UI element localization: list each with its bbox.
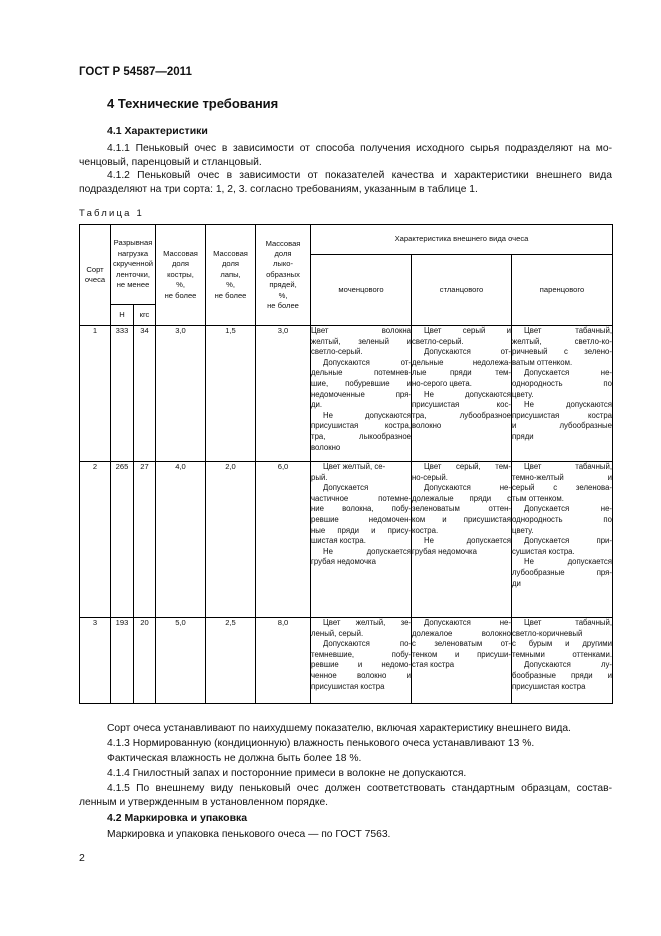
requirements-table (79, 224, 613, 704)
subsection-title: 4.1 Характеристики (107, 125, 208, 137)
header-dew-retted: стланцового (412, 255, 512, 326)
cell-fibers: 8,0 (256, 618, 311, 704)
cell-grade: 2 (80, 462, 111, 618)
cell-dew: Допускаются не- долежалое волокно с зеленоватым от- тенком и присуши- стая костра (412, 618, 512, 704)
cell-n: 193 (111, 618, 134, 704)
cell-bonfire: 5,0 (156, 618, 206, 704)
cell-dew: Цвет серый и светло-серый. Допускаются от- дельные недолежа- лые пряди тем- но-серого цвета. Не допускаются присушистая кос- тра, лубообразное волокно (412, 326, 512, 462)
cell-pieces: 2,0 (206, 462, 256, 618)
paragraph-4-1-5: 4.1.5 По внешнему виду пеньковый очес должен соответствовать стандартным образцам, состав- ленным и утвержденным в установленном порядке. (79, 783, 612, 808)
header-pieces-share: Массовая доля лапы, %, не более (206, 225, 256, 326)
table-row (80, 618, 613, 704)
header-load-newton: Н (111, 305, 134, 326)
cell-kgs: 20 (134, 618, 156, 704)
cell-n: 333 (111, 326, 134, 462)
subsection-title-4-2: 4.2 Маркировка и упаковка (107, 812, 248, 824)
cell-fibers: 6,0 (256, 462, 311, 618)
table-caption: Таблица 1 (79, 208, 144, 219)
header-grade: Сорт очеса (80, 225, 111, 326)
cell-steamed: Цвет табачный, светло-коричневый с бурым и другими темными оттенками. Допускаются лу- бообразные пряди и присушистая костра (512, 618, 613, 704)
page-number: 2 (79, 852, 85, 864)
header-retted: моченцового (311, 255, 412, 326)
document-id: ГОСТ Р 54587—2011 (79, 66, 192, 78)
header-appearance: Характеристика внешнего вида очеса (311, 225, 613, 255)
cell-kgs: 34 (134, 326, 156, 462)
cell-steamed: Цвет табачный, темно-желтый и серый с зеленова- тым оттенком. Допускается не- однородность по цвету. Допускается при- сушистая костра. Не допускается лубообразные пря- ди (512, 462, 613, 618)
cell-steamed: Цвет табачный, желтый, светло-ко- ричневый с зелено- ватым оттенком. Допускается не- однородность по цвету. Не допускаются присушистая костра и лубообразные пряди (512, 326, 613, 462)
cell-grade: 3 (80, 618, 111, 704)
cell-bonfire: 3,0 (156, 326, 206, 462)
cell-kgs: 27 (134, 462, 156, 618)
paragraph-grade-rule: Сорт очеса устанавливают по наихудшему показателю, включая характеристику внешнего вида. (107, 723, 571, 734)
cell-bonfire: 4,0 (156, 462, 206, 618)
cell-pieces: 2,5 (206, 618, 256, 704)
paragraph-moisture: Фактическая влажность не должна быть более 18 %. (107, 753, 362, 764)
header-bast-fibers-share: Массовая доля лыко- образных прядей, %, не более (256, 225, 311, 326)
paragraph-4-1-2: 4.1.2 Пеньковый очес в зависимости от показателей качества и характеристики внешнего вида подразделяют на три сорта: 1, 2, 3. согласно требованиям, указанным в таблице 1. (79, 170, 612, 195)
paragraph-4-2: Маркировка и упаковка пенькового очеса — по ГОСТ 7563. (107, 829, 391, 840)
section-title: 4 Технические требования (107, 96, 279, 111)
paragraph-4-1-3: 4.1.3 Нормированную (кондиционную) влажность пенькового очеса устанавливают 13 %. (107, 738, 535, 749)
cell-grade: 1 (80, 326, 111, 462)
table-row (80, 462, 613, 618)
header-load-kgf: кгс (134, 305, 156, 326)
table-row (80, 326, 613, 462)
cell-fibers: 3,0 (256, 326, 311, 462)
cell-dew: Цвет серый, тем- но-серый. Допускаются не- долежалые пряди с зеленоватым оттен- ком и присушистая костра. Не допускается грубая недомочка (412, 462, 512, 618)
cell-n: 265 (111, 462, 134, 618)
cell-retted: Цвет желтый, се- рый. Допускается частичное потемне- ние волокна, побу- ревшие недомочен- ные пряди и прису- шистая костра. Не допускается грубая недомочка (311, 462, 412, 618)
paragraph-4-1-4: 4.1.4 Гнилостный запах и посторонние примеси в волокне не допускаются. (107, 768, 467, 779)
header-steamed: паренцового (512, 255, 613, 326)
cell-pieces: 1,5 (206, 326, 256, 462)
paragraph-4-1-1: 4.1.1 Пеньковый очес в зависимости от способа получения исходного сырья подразделяют на мо- ченцовый, паренцовый и стланцовый. (79, 143, 612, 168)
header-breaking-load: Разрывная нагрузка скрученной ленточки, не менее (111, 225, 156, 305)
cell-retted: Цвет желтый, зе- леный, серый. Допускаются по- темневшие, побу- ревшие и недомо- ченное волокно и присушистая костра (311, 618, 412, 704)
cell-retted: Цвет волокна желтый, зеленый и светло-серый. Допускаются от- дельные потемнев- шие, побуревшие и недомоченные пря- ди. Не допускаются присушистая костра, тра, лыкообразное волокно (311, 326, 412, 462)
header-bonfire-share: Массовая доля костры, %, не более (156, 225, 206, 326)
